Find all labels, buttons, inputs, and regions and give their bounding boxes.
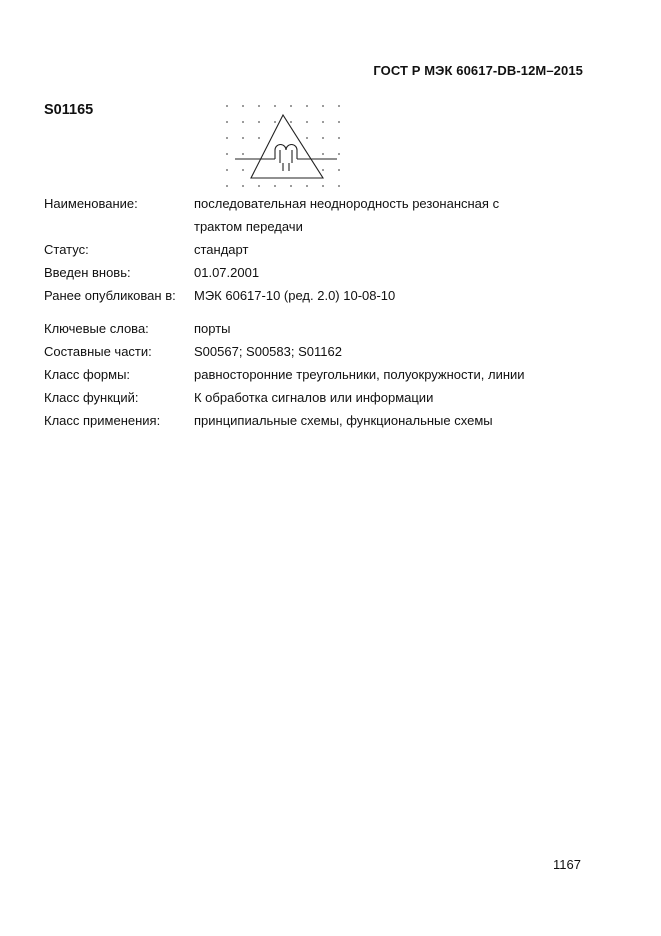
field-label: Класс формы:	[44, 367, 131, 382]
document-standard-header: ГОСТ Р МЭК 60617-DB-12M–2015	[373, 63, 583, 78]
field-value: порты	[194, 321, 231, 336]
field-label: Ключевые слова:	[44, 321, 149, 336]
field-label: Наименование:	[44, 196, 138, 211]
symbol-lines	[235, 115, 337, 178]
field-value: трактом передачи	[194, 219, 303, 234]
field-value: последовательная неоднородность резонансная с	[194, 196, 500, 211]
field-label: Статус:	[44, 242, 89, 257]
field-value: МЭК 60617-10 (ред. 2.0) 10-08-10	[194, 288, 396, 303]
field-value: К обработка сигналов или информации	[194, 390, 434, 405]
field-value: 01.07.2001	[194, 265, 260, 280]
field-label: Класс применения:	[44, 413, 161, 428]
grid-dots	[226, 105, 340, 187]
symbol-code: S01165	[44, 102, 94, 118]
resonant-discontinuity-symbol-icon	[222, 102, 352, 192]
field-label: Составные части:	[44, 344, 152, 359]
field-value: принципиальные схемы, функциональные схемы	[194, 413, 493, 428]
field-value: равносторонние треугольники, полуокружности, линии	[194, 367, 525, 382]
field-label: Класс функций:	[44, 390, 139, 405]
page-number: 1167	[553, 857, 581, 872]
field-label: Ранее опубликован в:	[44, 288, 176, 303]
field-value: стандарт	[194, 242, 249, 257]
field-label: Введен вновь:	[44, 265, 131, 280]
field-value: S00567; S00583; S01162	[194, 344, 342, 359]
